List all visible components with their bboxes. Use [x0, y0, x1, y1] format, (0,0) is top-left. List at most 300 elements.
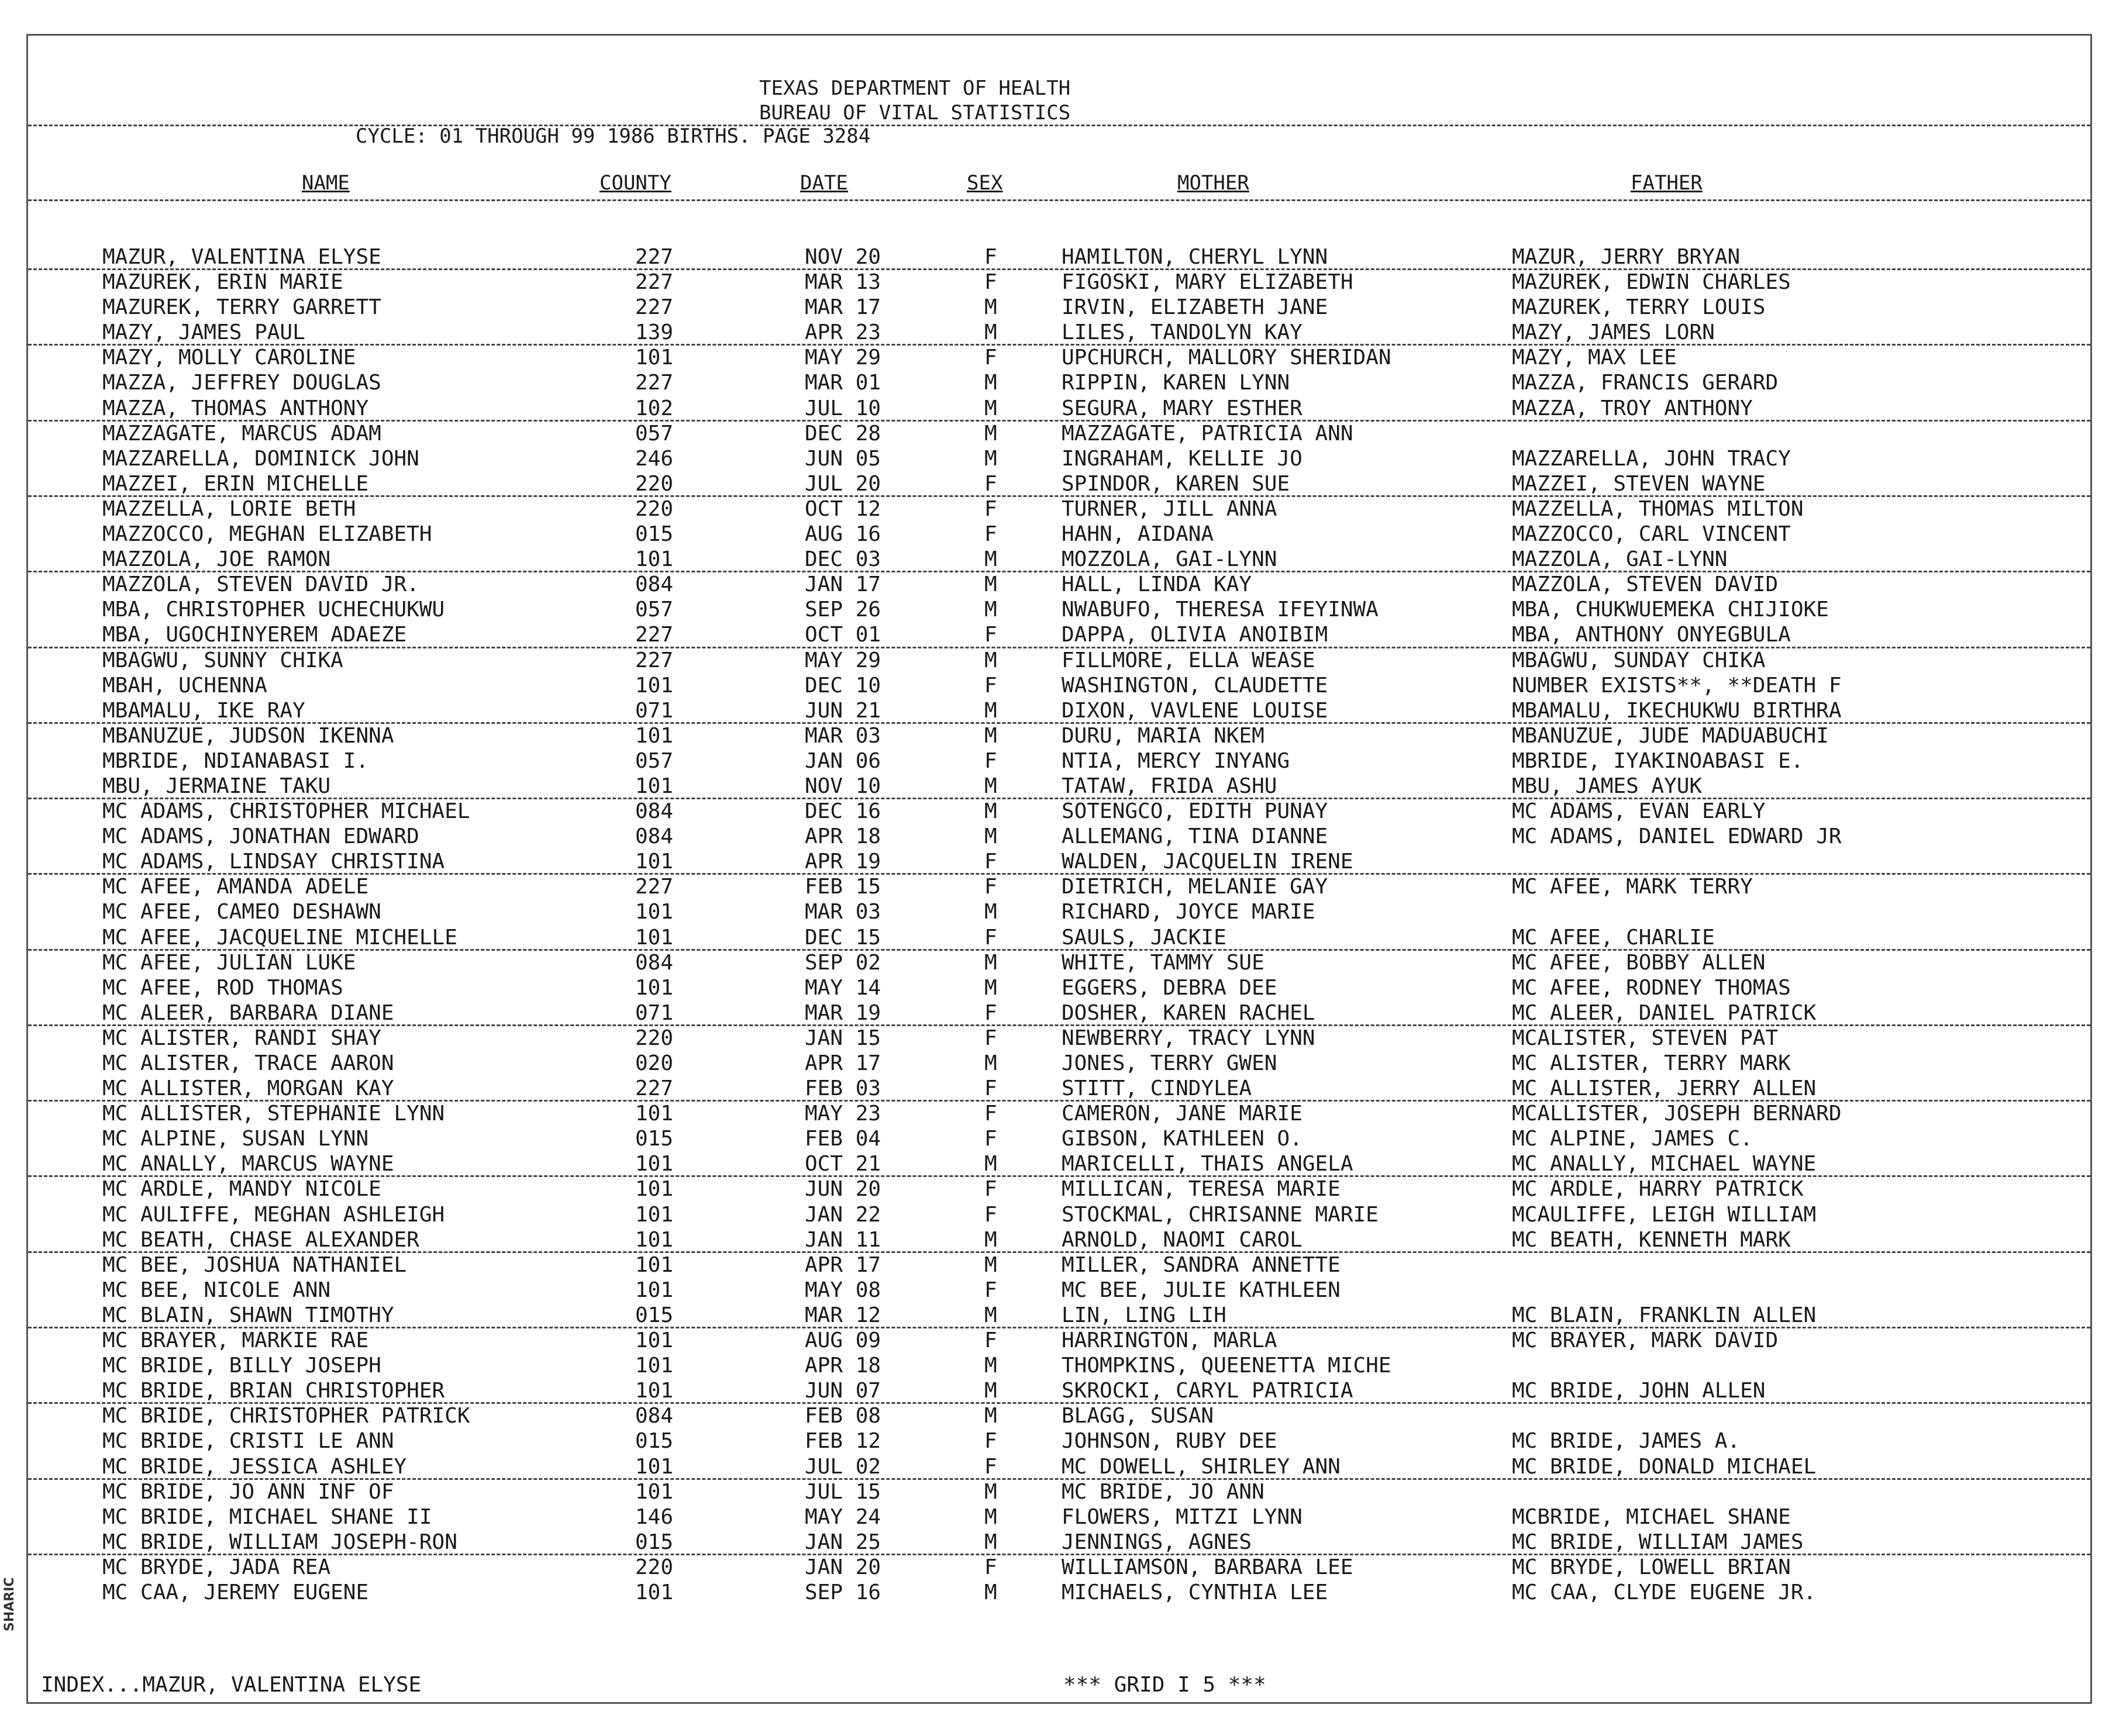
cell-name: MAZY, JAMES PAUL	[102, 320, 305, 345]
cell-date: JAN 25	[805, 1530, 881, 1554]
cell-sex: F	[984, 522, 997, 547]
cell-sex: M	[984, 648, 997, 672]
cell-sex: F	[984, 1000, 997, 1025]
cell-county: 101	[635, 1328, 674, 1353]
table-row	[28, 320, 2090, 346]
cell-county: 227	[635, 1076, 674, 1101]
cell-sex: M	[984, 1354, 997, 1378]
cell-mother: STOCKMAL, CHRISANNE MARIE	[1062, 1202, 1379, 1227]
cell-date: JUN 21	[805, 698, 881, 723]
cell-father: MC AFEE, BOBBY ALLEN	[1512, 950, 1766, 975]
table-row	[28, 472, 2090, 497]
cell-sex: F	[984, 1454, 997, 1479]
cell-father: MAZUREK, EDWIN CHARLES	[1512, 270, 1791, 295]
cell-date: MAR 03	[805, 900, 881, 924]
cell-mother: ALLEMANG, TINA DIANNE	[1062, 824, 1328, 849]
header-bureau: BUREAU OF VITAL STATISTICS	[759, 101, 1071, 125]
cell-father: MBAGWU, SUNDAY CHIKA	[1512, 648, 1766, 672]
cell-mother: IRVIN, ELIZABETH JANE	[1062, 295, 1328, 320]
cell-father: MC ALPINE, JAMES C.	[1512, 1127, 1753, 1151]
cell-mother: NEWBERRY, TRACY LYNN	[1062, 1026, 1315, 1050]
cell-name: MAZZAGATE, MARCUS ADAM	[102, 421, 381, 446]
cell-father: MBA, ANTHONY ONYEGBULA	[1512, 623, 1791, 647]
cell-name: MBRIDE, NDIANABASI I.	[102, 748, 369, 773]
cell-county: 084	[635, 799, 674, 824]
cell-county: 101	[635, 1202, 674, 1227]
cell-date: JAN 17	[805, 572, 881, 597]
cell-name: MC BRYDE, JADA REA	[102, 1555, 331, 1579]
cell-county: 101	[635, 1102, 674, 1126]
cell-county: 084	[635, 1404, 674, 1428]
cell-date: MAR 01	[805, 371, 881, 395]
cell-mother: DIETRICH, MELANIE GAY	[1062, 875, 1328, 899]
cell-father: MBRIDE, IYAKINOABASI E.	[1512, 748, 1804, 773]
cell-name: MAZUREK, ERIN MARIE	[102, 270, 343, 295]
cell-mother: LIN, LING LIH	[1062, 1303, 1226, 1327]
cell-sex: F	[984, 346, 997, 370]
cell-father: MBAMALU, IKECHUKWU BIRTHRA	[1512, 698, 1842, 723]
cell-name: MC BRIDE, WILLIAM JOSEPH-RON	[102, 1530, 457, 1554]
cell-father: MC ADAMS, DANIEL EDWARD JR	[1512, 824, 1842, 849]
cell-county: 101	[635, 723, 674, 748]
cell-sex: M	[984, 799, 997, 824]
cell-name: MAZUREK, TERRY GARRETT	[102, 295, 381, 320]
table-row	[28, 1555, 2090, 1580]
cell-county: 101	[635, 673, 674, 698]
cell-name: MBA, UGOCHINYEREM ADAEZE	[102, 623, 407, 647]
table-row	[28, 648, 2090, 674]
table-row	[28, 1177, 2090, 1202]
cell-mother: TATAW, FRIDA ASHU	[1062, 774, 1277, 798]
cell-mother: HAHN, AIDANA	[1062, 522, 1214, 547]
table-row	[28, 497, 2090, 522]
cell-name: MC BRIDE, BILLY JOSEPH	[102, 1354, 381, 1378]
cell-name: MAZZARELLA, DOMINICK JOHN	[102, 446, 419, 471]
cell-date: MAR 13	[805, 270, 881, 295]
cell-mother: MC DOWELL, SHIRLEY ANN	[1062, 1454, 1341, 1479]
table-row	[28, 1051, 2090, 1076]
cell-county: 084	[635, 824, 674, 849]
cell-date: MAY 23	[805, 1102, 881, 1126]
cell-county: 101	[635, 1152, 674, 1176]
col-head-name: NAME	[302, 171, 350, 195]
table-row	[28, 951, 2090, 976]
cell-county: 101	[635, 1580, 674, 1604]
table-row	[28, 699, 2090, 724]
cell-county: 101	[635, 1177, 674, 1202]
cell-mother: LILES, TANDOLYN KAY	[1062, 320, 1303, 345]
col-head-date: DATE	[800, 171, 848, 195]
cell-mother: FILLMORE, ELLA WEASE	[1062, 648, 1315, 672]
cell-sex: M	[984, 1303, 997, 1327]
cell-sex: F	[984, 1076, 997, 1101]
cell-date: MAY 29	[805, 648, 881, 672]
cell-sex: M	[984, 824, 997, 849]
cell-mother: DURU, MARIA NKEM	[1062, 723, 1264, 748]
table-row	[28, 547, 2090, 572]
cell-mother: JOHNSON, RUBY DEE	[1062, 1429, 1277, 1454]
cell-date: APR 17	[805, 1252, 881, 1277]
cell-mother: RIPPIN, KAREN LYNN	[1062, 371, 1290, 395]
cell-father: MCAULIFFE, LEIGH WILLIAM	[1512, 1202, 1817, 1227]
cell-name: MBANUZUE, JUDSON IKENNA	[102, 723, 394, 748]
cell-sex: M	[984, 396, 997, 420]
cell-date: MAY 08	[805, 1278, 881, 1302]
cell-mother: DOSHER, KAREN RACHEL	[1062, 1000, 1315, 1025]
cell-county: 071	[635, 698, 674, 723]
cell-mother: WHITE, TAMMY SUE	[1062, 950, 1264, 975]
cell-father: MAZUR, JERRY BRYAN	[1512, 245, 1741, 269]
records-list	[28, 245, 2090, 1606]
cell-sex: F	[984, 496, 997, 521]
cell-mother: MC BEE, JULIE KATHLEEN	[1062, 1278, 1341, 1302]
cell-father: MCALISTER, STEVEN PAT	[1512, 1026, 1779, 1050]
cell-date: JUL 10	[805, 396, 881, 420]
cell-date: DEC 16	[805, 799, 881, 824]
cell-mother: MOZZOLA, GAI-LYNN	[1062, 547, 1277, 572]
table-row	[28, 1328, 2090, 1354]
cell-mother: SAULS, JACKIE	[1062, 925, 1226, 950]
cell-father: MAZY, MAX LEE	[1512, 346, 1677, 370]
cell-name: MC AFEE, CAMEO DESHAWN	[102, 900, 381, 924]
cell-father: MC AFEE, RODNEY THOMAS	[1512, 975, 1791, 1000]
cell-mother: DAPPA, OLIVIA ANOIBIM	[1062, 623, 1328, 647]
cell-date: JAN 06	[805, 748, 881, 773]
cell-sex: M	[984, 1580, 997, 1604]
cell-county: 101	[635, 547, 674, 572]
cell-name: MAZZOCCO, MEGHAN ELIZABETH	[102, 522, 432, 547]
cell-date: SEP 02	[805, 950, 881, 975]
cell-date: APR 19	[805, 850, 881, 874]
cell-sex: M	[984, 1152, 997, 1176]
cell-father: MAZY, JAMES LORN	[1512, 320, 1715, 345]
ledger-page	[26, 34, 2092, 1704]
footer-index: INDEX...MAZUR, VALENTINA ELYSE	[41, 1673, 422, 1697]
cell-name: MC ALLISTER, STEPHANIE LYNN	[102, 1102, 445, 1126]
table-row	[28, 245, 2090, 270]
table-row	[28, 1530, 2090, 1555]
cell-sex: M	[984, 774, 997, 798]
cell-county: 084	[635, 572, 674, 597]
table-row	[28, 1455, 2090, 1480]
cell-sex: M	[984, 295, 997, 320]
table-row	[28, 270, 2090, 295]
cell-name: MC ADAMS, CHRISTOPHER MICHAEL	[102, 799, 470, 824]
cell-mother: MILLER, SANDRA ANNETTE	[1062, 1252, 1341, 1277]
cell-father: MC BEATH, KENNETH MARK	[1512, 1227, 1791, 1252]
cell-date: MAR 17	[805, 295, 881, 320]
cell-county: 015	[635, 1127, 674, 1151]
cell-father: MC BRIDE, JAMES A.	[1512, 1429, 1741, 1454]
cell-father: MC ALISTER, TERRY MARK	[1512, 1051, 1791, 1075]
cell-sex: M	[984, 371, 997, 395]
cell-mother: JENNINGS, AGNES	[1062, 1530, 1252, 1554]
cell-name: MC BRIDE, CHRISTOPHER PATRICK	[102, 1404, 470, 1428]
cell-sex: M	[984, 572, 997, 597]
cell-sex: M	[984, 1379, 997, 1403]
cell-date: MAY 24	[805, 1504, 881, 1529]
table-row	[28, 1001, 2090, 1026]
cell-date: FEB 12	[805, 1429, 881, 1454]
cell-mother: UPCHURCH, MALLORY SHERIDAN	[1062, 346, 1391, 370]
cell-sex: M	[984, 547, 997, 572]
cell-county: 101	[635, 1227, 674, 1252]
cell-date: MAR 03	[805, 723, 881, 748]
table-row	[28, 1404, 2090, 1429]
cell-sex: M	[984, 1404, 997, 1428]
side-label: SHARIC	[2, 1577, 17, 1631]
cell-father: MC ARDLE, HARRY PATRICK	[1512, 1177, 1804, 1202]
cell-county: 246	[635, 446, 674, 471]
cell-date: SEP 16	[805, 1580, 881, 1604]
cell-county: 220	[635, 496, 674, 521]
cell-father: MAZUREK, TERRY LOUIS	[1512, 295, 1766, 320]
cell-county: 015	[635, 522, 674, 547]
cell-date: NOV 20	[805, 245, 881, 269]
cell-date: APR 17	[805, 1051, 881, 1075]
cell-mother: HAMILTON, CHERYL LYNN	[1062, 245, 1328, 269]
table-row	[28, 799, 2090, 824]
cell-date: FEB 04	[805, 1127, 881, 1151]
cell-name: MC ANALLY, MARCUS WAYNE	[102, 1152, 394, 1176]
cell-father: MC BRIDE, WILLIAM JAMES	[1512, 1530, 1804, 1554]
cell-date: APR 18	[805, 824, 881, 849]
cell-father: MC BRIDE, DONALD MICHAEL	[1512, 1454, 1817, 1479]
cell-name: MBAMALU, IKE RAY	[102, 698, 305, 723]
col-head-county: COUNTY	[599, 171, 671, 195]
table-row	[28, 572, 2090, 598]
cell-date: JUN 07	[805, 1379, 881, 1403]
cell-date: JUL 02	[805, 1454, 881, 1479]
cell-sex: F	[984, 925, 997, 950]
cell-name: MC BRIDE, JESSICA ASHLEY	[102, 1454, 407, 1479]
cell-name: MAZY, MOLLY CAROLINE	[102, 346, 356, 370]
cell-county: 227	[635, 270, 674, 295]
cell-date: AUG 09	[805, 1328, 881, 1353]
cell-name: MC AFEE, JACQUELINE MICHELLE	[102, 925, 457, 950]
table-row	[28, 623, 2090, 648]
cell-sex: M	[984, 320, 997, 345]
table-row	[28, 1480, 2090, 1505]
cell-sex: M	[984, 1252, 997, 1277]
cell-name: MC ALEER, BARBARA DIANE	[102, 1000, 394, 1025]
cell-sex: M	[984, 975, 997, 1000]
cell-date: DEC 10	[805, 673, 881, 698]
cell-mother: NWABUFO, THERESA IFEYINWA	[1062, 598, 1379, 622]
table-row	[28, 824, 2090, 850]
cell-father: MAZZOCCO, CARL VINCENT	[1512, 522, 1791, 547]
cell-name: MC BEATH, CHASE ALEXANDER	[102, 1227, 419, 1252]
cell-date: JUL 15	[805, 1479, 881, 1504]
cell-date: JUL 20	[805, 471, 881, 496]
table-row	[28, 976, 2090, 1001]
cell-father: MAZZA, FRANCIS GERARD	[1512, 371, 1779, 395]
cell-date: OCT 12	[805, 496, 881, 521]
table-row	[28, 1379, 2090, 1404]
table-row	[28, 1102, 2090, 1127]
cell-name: MC BLAIN, SHAWN TIMOTHY	[102, 1303, 394, 1327]
cell-mother: CAMERON, JANE MARIE	[1062, 1102, 1303, 1126]
cell-name: MAZZOLA, STEVEN DAVID JR.	[102, 572, 419, 597]
cell-mother: HALL, LINDA KAY	[1062, 572, 1252, 597]
cell-father: MBA, CHUKWUEMEKA CHIJIOKE	[1512, 598, 1829, 622]
cell-sex: F	[984, 270, 997, 295]
cell-county: 084	[635, 950, 674, 975]
cell-father: MCBRIDE, MICHAEL SHANE	[1512, 1504, 1791, 1529]
table-row	[28, 522, 2090, 547]
cell-mother: NTIA, MERCY INYANG	[1062, 748, 1290, 773]
cell-father: MC BRAYER, MARK DAVID	[1512, 1328, 1779, 1353]
cell-sex: M	[984, 1227, 997, 1252]
table-row	[28, 850, 2090, 875]
cell-father: MC BRIDE, JOHN ALLEN	[1512, 1379, 1766, 1403]
cell-sex: M	[984, 1530, 997, 1554]
cell-date: JUN 20	[805, 1177, 881, 1202]
col-head-sex: SEX	[967, 171, 1003, 195]
table-row	[28, 447, 2090, 472]
cell-name: MAZUR, VALENTINA ELYSE	[102, 245, 381, 269]
table-row	[28, 1076, 2090, 1102]
cell-sex: F	[984, 1127, 997, 1151]
cell-father: MC ADAMS, EVAN EARLY	[1512, 799, 1766, 824]
cell-mother: MILLICAN, TERESA MARIE	[1062, 1177, 1341, 1202]
cell-county: 071	[635, 1000, 674, 1025]
cell-date: FEB 08	[805, 1404, 881, 1428]
cell-name: MC ARDLE, MANDY NICOLE	[102, 1177, 381, 1202]
table-row	[28, 1505, 2090, 1530]
cell-date: MAY 29	[805, 346, 881, 370]
cell-father: MBANUZUE, JUDE MADUABUCHI	[1512, 723, 1829, 748]
cell-county: 227	[635, 371, 674, 395]
footer-grid: *** GRID I 5 ***	[1063, 1673, 1266, 1697]
cell-county: 101	[635, 1454, 674, 1479]
cell-sex: F	[984, 1102, 997, 1126]
cell-date: JAN 20	[805, 1555, 881, 1579]
cell-county: 101	[635, 774, 674, 798]
cell-county: 220	[635, 1026, 674, 1050]
cell-name: MBA, CHRISTOPHER UCHECHUKWU	[102, 598, 445, 622]
cell-sex: M	[984, 1479, 997, 1504]
cell-sex: F	[984, 1278, 997, 1302]
cell-county: 101	[635, 1379, 674, 1403]
table-row	[28, 1127, 2090, 1152]
cell-county: 015	[635, 1303, 674, 1327]
cell-mother: MARICELLI, THAIS ANGELA	[1062, 1152, 1353, 1176]
table-row	[28, 295, 2090, 320]
table-row	[28, 1354, 2090, 1379]
cell-sex: M	[984, 698, 997, 723]
cell-name: MC AFEE, JULIAN LUKE	[102, 950, 356, 975]
cell-mother: HARRINGTON, MARLA	[1062, 1328, 1277, 1353]
cell-sex: F	[984, 1555, 997, 1579]
cell-date: DEC 03	[805, 547, 881, 572]
cell-sex: M	[984, 723, 997, 748]
cell-date: MAR 19	[805, 1000, 881, 1025]
cell-name: MBU, JERMAINE TAKU	[102, 774, 331, 798]
cell-county: 220	[635, 1555, 674, 1579]
cell-mother: TURNER, JILL ANNA	[1062, 496, 1277, 521]
cell-mother: WILLIAMSON, BARBARA LEE	[1062, 1555, 1353, 1579]
cell-date: DEC 15	[805, 925, 881, 950]
table-row	[28, 422, 2090, 447]
cell-date: JAN 15	[805, 1026, 881, 1050]
cell-county: 220	[635, 471, 674, 496]
cell-mother: RICHARD, JOYCE MARIE	[1062, 900, 1315, 924]
cell-mother: FIGOSKI, MARY ELIZABETH	[1062, 270, 1353, 295]
cell-county: 101	[635, 1278, 674, 1302]
cell-name: MAZZOLA, JOE RAMON	[102, 547, 331, 572]
cell-name: MC ADAMS, JONATHAN EDWARD	[102, 824, 419, 849]
table-row	[28, 1303, 2090, 1328]
cell-sex: M	[984, 950, 997, 975]
table-row	[28, 1580, 2090, 1606]
cell-date: JAN 11	[805, 1227, 881, 1252]
cell-date: MAY 14	[805, 975, 881, 1000]
cell-mother: THOMPKINS, QUEENETTA MICHE	[1062, 1354, 1391, 1378]
table-row	[28, 900, 2090, 925]
cell-county: 020	[635, 1051, 674, 1075]
cell-name: MC ADAMS, LINDSAY CHRISTINA	[102, 850, 445, 874]
cell-father: MC ANALLY, MICHAEL WAYNE	[1512, 1152, 1817, 1176]
cell-sex: F	[984, 1026, 997, 1050]
cell-county: 101	[635, 346, 674, 370]
cell-county: 139	[635, 320, 674, 345]
cell-sex: F	[984, 623, 997, 647]
table-row	[28, 346, 2090, 371]
cell-father: MC AFEE, CHARLIE	[1512, 925, 1715, 950]
cell-father: MAZZARELLA, JOHN TRACY	[1512, 446, 1791, 471]
cell-sex: F	[984, 1328, 997, 1353]
cell-sex: F	[984, 245, 997, 269]
cell-name: MC ALLISTER, MORGAN KAY	[102, 1076, 394, 1101]
table-row	[28, 1429, 2090, 1454]
cell-date: MAR 12	[805, 1303, 881, 1327]
cell-name: MC ALISTER, RANDI SHAY	[102, 1026, 381, 1050]
table-row	[28, 1026, 2090, 1051]
cell-date: JAN 22	[805, 1202, 881, 1227]
cell-sex: M	[984, 1051, 997, 1075]
cell-name: MC AULIFFE, MEGHAN ASHLEIGH	[102, 1202, 445, 1227]
col-head-father: FATHER	[1631, 171, 1703, 195]
cell-name: MC BRIDE, CRISTI LE ANN	[102, 1429, 394, 1454]
cell-sex: F	[984, 673, 997, 698]
table-row	[28, 396, 2090, 422]
cell-name: MC BRIDE, MICHAEL SHANE II	[102, 1504, 432, 1529]
cell-father: MAZZEI, STEVEN WAYNE	[1512, 471, 1766, 496]
cell-name: MC AFEE, AMANDA ADELE	[102, 875, 369, 899]
cell-county: 101	[635, 1252, 674, 1277]
table-row	[28, 926, 2090, 951]
cell-name: MAZZA, JEFFREY DOUGLAS	[102, 371, 381, 395]
cell-mother: EGGERS, DEBRA DEE	[1062, 975, 1277, 1000]
cell-name: MAZZEI, ERIN MICHELLE	[102, 471, 369, 496]
cell-name: MC AFEE, ROD THOMAS	[102, 975, 343, 1000]
cell-county: 015	[635, 1429, 674, 1454]
cell-mother: SKROCKI, CARYL PATRICIA	[1062, 1379, 1353, 1403]
cell-sex: M	[984, 598, 997, 622]
cell-county: 227	[635, 875, 674, 899]
table-row	[28, 749, 2090, 774]
cell-mother: FLOWERS, MITZI LYNN	[1062, 1504, 1303, 1529]
cell-father: MC BRYDE, LOWELL BRIAN	[1512, 1555, 1791, 1579]
cell-father: MCALLISTER, JOSEPH BERNARD	[1512, 1102, 1842, 1126]
cell-mother: MICHAELS, CYNTHIA LEE	[1062, 1580, 1328, 1604]
table-row	[28, 1278, 2090, 1303]
cell-mother: DIXON, VAVLENE LOUISE	[1062, 698, 1328, 723]
table-row	[28, 724, 2090, 749]
cell-name: MBAH, UCHENNA	[102, 673, 267, 698]
table-row	[28, 1152, 2090, 1177]
